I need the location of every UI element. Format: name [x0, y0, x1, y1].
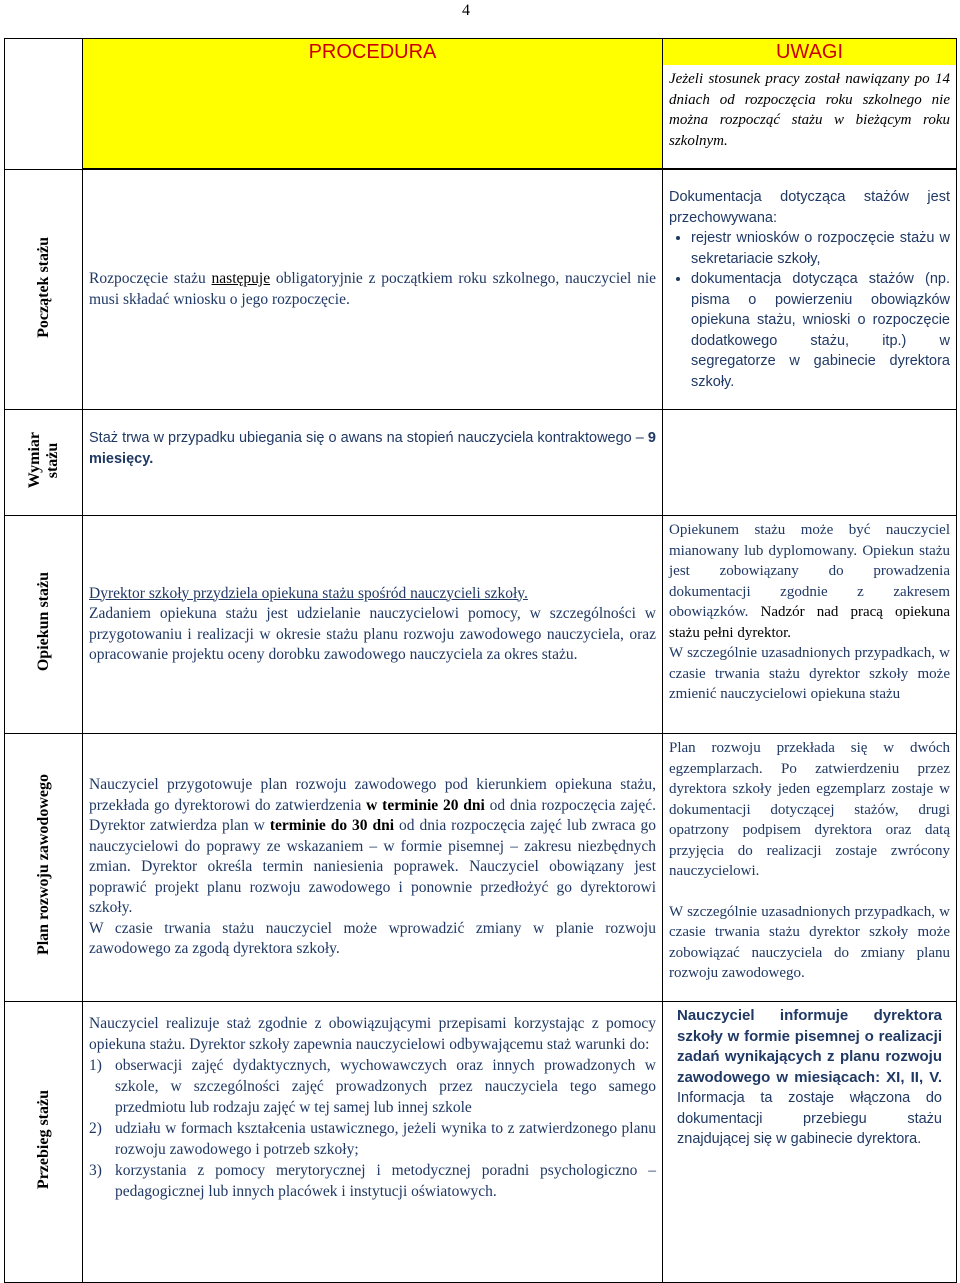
- row-label-plan: [5, 734, 83, 1002]
- row-label-plan-text: Plan rozwoju zawodowego: [34, 774, 52, 956]
- course-procedure: [83, 1002, 663, 1283]
- plan-procedure: [83, 734, 663, 1002]
- course-note: Nauczyciel informuje dyrektora szkoły w formie pisemnej o realizacji zadań wynikających z planu rozwoju zawodowego w miesiącach: XI, II, V. Informacja ta zostaje włączona do dokumentacji przebiegu stażu znajdującej się w gabinecie dyrektora.: [677, 1007, 942, 1147]
- mentor-note-1: Opiekunem stażu może być nauczyciel mianowany lub dyplomowany. Opiekun stażu jest zobowiązany do prowadzenia dokumentacji zgodnie z zakresem obowiązków. Nadzór nad pracą opiekuna stażu pełni dyrektor.: [669, 522, 950, 641]
- row-label-duration: [5, 410, 83, 516]
- row-label-course-text: Przebieg stażu: [34, 1089, 52, 1190]
- plan-note-1: Plan rozwoju przekłada się w dwóch egzemplarzach. Po zatwierdzeniu przez dyrektora szkoły jeden egzemplarz zostaje w dokumentacji dotyczącej stażów, drugi opatrzony podpisem dyrektora oraz datą przyjęcia do realizacji zostaje zwrócony nauczycielowi.: [669, 740, 950, 879]
- start-note-intro: Dokumentacja dotycząca stażów jest przechowywana:: [669, 189, 950, 226]
- list-item: 1) obserwacji zajęć dydaktycznych, wychowawczych oraz innych prowadzonych w szkole, w szczególności zajęć prowadzonych przez nauczyciela tego samego przedmiotu lub rodzaju zajęć w tej samej lub innej szkole: [89, 1057, 656, 1116]
- mentor-notes: [663, 516, 957, 734]
- duration-procedure: [83, 410, 663, 516]
- duration-text: Staż trwa w przypadku ubiegania się o awans na stopień nauczyciela kontraktowego – 9 miesięcy.: [89, 430, 656, 467]
- procedure-table: [4, 38, 957, 1283]
- page-number: 4: [462, 2, 470, 19]
- list-item: • rejestr wniosków o rozpoczęcie stażu w sekretariacie szkoły,: [691, 228, 950, 269]
- mentor-note-2: W szczególnie uzasadnionych przypadkach, w czasie trwania stażu dyrektor szkoły może zmienić nauczycielowi opiekuna stażu: [669, 645, 950, 702]
- row-label-duration-text: Wymiar stażu: [25, 431, 61, 489]
- list-item: • dokumentacja dotycząca stażów (np. pisma o powierzeniu obowiązków opiekuna stażu, wnioski o rozpoczęcie dodatkowego stażu, itp.) w segregatorze w gabinecie dyrektora szkoły.: [691, 269, 950, 392]
- list-item: 2) udziału w formach kształcenia ustawicznego, jeżeli wynika to z zatwierdzonego planu rozwoju zawodowego i potrzeb szkoły;: [89, 1120, 656, 1158]
- course-list: [89, 1055, 656, 1202]
- row-label-mentor: [5, 516, 83, 734]
- list-item: 3) korzystania z pomocy merytorycznej i metodycznej poradni psychologiczno – pedagogicznej lub innych placówek i instytucji oświatowych.: [89, 1162, 656, 1200]
- row-label-mentor-text: Opiekun stażu: [34, 572, 52, 672]
- mentor-procedure: [83, 516, 663, 734]
- start-note-list: [669, 228, 950, 392]
- label-cell-empty: [5, 39, 83, 170]
- row-label-start: [5, 170, 83, 410]
- course-notes: [663, 1002, 957, 1283]
- start-notes: [663, 170, 957, 410]
- plan-text-1: Nauczyciel przygotowuje plan rozwoju zawodowego pod kierunkiem opiekuna stażu, przekłada go dyrektorowi do zatwierdzenia w terminie 20 dni od dnia rozpoczęcia zajęć. Dyrektor zatwierdza plan w terminie do 30 dni od dnia rozpoczęcia zajęć lub zwraca go nauczycielowi do poprawy ze wskazaniem – w formie pisemnej – zakresu niezbędnych zmian. Dyrektor określa termin naniesienia poprawek. Nauczyciel obowiązany jest poprawić projekt planu rozwoju zawodowego i ponownie przedłożyć go dyrektorowi szkoły.: [89, 776, 657, 917]
- mentor-underlined: Dyrektor szkoły przydziela opiekuna stażu spośród nauczycieli szkoły.: [89, 584, 528, 602]
- mentor-text: Zadaniem opiekuna stażu jest udzielanie nauczycielowi pomocy, w szczególności w przygotowaniu i realizacji w okresie stażu planu rozwoju zawodowego nauczyciela, oraz opracowanie projektu oceny dorobku zawodowego nauczyciela za okres stażu.: [89, 605, 656, 663]
- header-procedure: PROCEDURA: [83, 39, 663, 169]
- plan-note-2: W szczególnie uzasadnionych przypadkach, w czasie trwania stażu dyrektor szkoły może zobowiązać nauczyciela do zmiany planu rozwoju zawodowego.: [669, 903, 950, 981]
- row-label-course: [5, 1002, 83, 1283]
- notes-header-cell: [663, 39, 957, 169]
- plan-text-2: W czasie trwania stażu nauczyciel może wprowadzić zmiany w planie rozwoju zawodowego za zgodą dyrektora szkoły.: [89, 919, 656, 958]
- plan-notes: [663, 734, 957, 1002]
- course-intro: Nauczyciel realizuje staż zgodnie z obowiązującymi przepisami korzystając z pomocy opiekuna stażu. Dyrektor szkoły zapewnia nauczycielowi odbywającemu staż warunki do:: [89, 1015, 656, 1053]
- header-notes: UWAGI: [663, 39, 956, 65]
- start-procedure: [83, 170, 663, 410]
- intro-note: Jeżeli stosunek pracy został nawiązany po 14 dniach od rozpoczęcia roku szkolnego nie można rozpocząć stażu w bieżącym roku szkolnym.: [669, 71, 950, 149]
- duration-notes-empty: [663, 410, 957, 516]
- row-label-start-text: Początek stażu: [34, 236, 52, 338]
- start-procedure-text: Rozpoczęcie stażu następuje obligatoryjnie z początkiem roku szkolnego, nauczyciel nie musi składać wniosku o jego rozpoczęcie.: [89, 270, 657, 308]
